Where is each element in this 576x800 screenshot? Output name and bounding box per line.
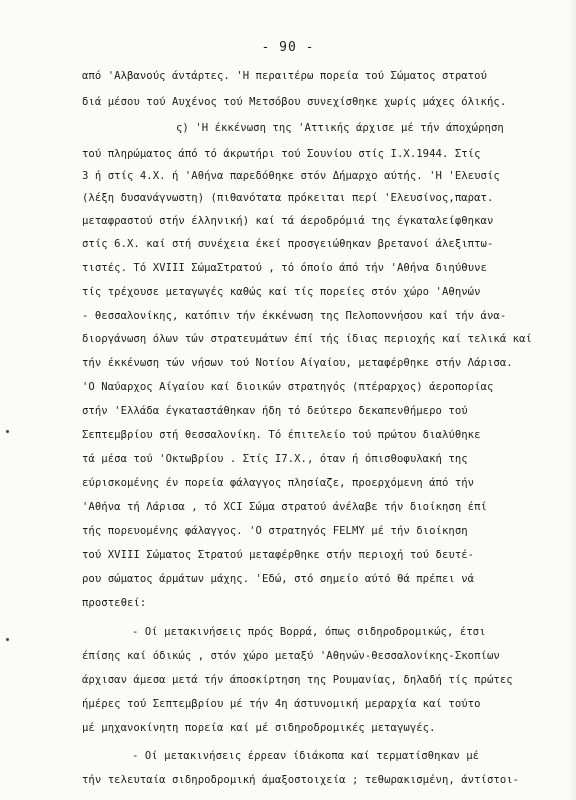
- text-line: τήν έκκένωση τών νήσων τού Νοτίου Αίγαίου, μεταφέρθηκε στήν Λάρισα.: [82, 357, 513, 369]
- text-line: διοργάνωση όλων τών στρατευμάτων έπί τής ίδιας περιοχής καί τελικά καί: [82, 333, 532, 345]
- text-line: διά μέσου τού Αυχένος τού Μετσόβου συνεχίσθηκε χωρίς μάχες όλικής.: [82, 96, 507, 108]
- text-line: μέ μηχανοκίνητη πορεία καί μέ σιδηροδρομικές μεταγωγές.: [82, 722, 436, 734]
- text-line: - θεσσαλονίκης, κατόπιν τήν έκκένωση της Πελοποννήσου καί τήν άνα-: [82, 310, 507, 322]
- text-line: 3 ή στίς 4.Χ. ή 'Αθήνα παρεδόθηκε στόν Δήμαρχο αύτής. 'Η 'Ελευσίς: [82, 170, 500, 182]
- text-line: άρχισαν άμεσα μετά τήν άποσκίρτηση της Ρουμανίας, δηλαδή τίς πρώτες: [82, 674, 513, 686]
- text-line: ήμέρες τού Σεπτεμβρίου μέ τήν 4η άστυνομική μεραρχία καί τούτο: [82, 698, 481, 710]
- text-line: τού XVIII Σώματος Στρατού μεταφέρθηκε στήν περιοχή τού δευτέ-: [82, 549, 475, 561]
- text-line: προστεθεί:: [82, 597, 147, 609]
- scan-edge-shadow: [568, 0, 576, 800]
- text-line: - Οί μετακινήσεις έρρεαν ίδιάκοπα καί τερματίσθηκαν μέ: [132, 750, 480, 762]
- text-line: τού πληρώματος άπό τό άκρωτήρι τού Σουνίου στίς Ι.Χ.1944. Στίς: [82, 148, 481, 160]
- text-line: - Οί μετακινήσεις πρός Βορρά, όπως σιδηροδρομικώς, έτσι: [132, 626, 486, 638]
- text-line: στίς 6.Χ. καί στή συνέχεια έκεί προσγειώθηκαν βρετανοί άλεξιπτω-: [82, 238, 494, 250]
- text-line: τιστές. Τό XVIII ΣώμαΣτρατού , τό όποίο άπό τήν 'Αθήνα διηύθυνε: [82, 262, 487, 274]
- text-line: Σεπτεμβρίου στή θεσσαλονίκη. Τό έπιτελείο τού πρώτου διαλύθηκε: [82, 429, 481, 441]
- text-line: έπίσης καί όδικώς , στόν χώρο μεταξύ 'Αθηνών-θεσσαλονίκης-Σκοπίων: [82, 650, 500, 662]
- page-number: - 90 -: [261, 40, 315, 55]
- text-line: 'Αθήνα τή Λάρισα , τό XCI Σώμα στρατού άνέλαβε τήν διοίκηση έπί: [82, 501, 487, 513]
- text-line: μεταφραστού στήν έλληνική) καί τά άεροδρόμιά της έγκαταλείφθηκαν: [82, 215, 494, 227]
- text-line: τίς τρέχουσε μεταγωγές καθώς καί τίς πορείες στόν χώρο 'Αθηνών: [82, 286, 481, 298]
- text-line: από 'Αλβανούς άντάρτες. 'Η περαιτέρω πορεία τού Σώματος στρατού: [82, 70, 487, 82]
- text-line: εύρισκομένης έν πορεία φάλαγγος πλησίαζε, προερχόμενη άπό τήν: [82, 477, 475, 489]
- text-line: ς) 'Η έκκένωση της 'Αττικής άρχισε μέ τήν άποχώρηση: [176, 122, 504, 134]
- text-line: τήν τελευταία σιδηροδρομική άμαξοστοιχεία ; τεθωρακισμένη, άντίστοι-: [82, 774, 520, 786]
- text-line: στήν 'Ελλάδα έγκαταστάθηκαν ήδη τό δεύτερο δεκαπενθήμερο τού: [82, 405, 468, 417]
- text-line: (λέξη δυσανάγνωστη) (πιθανότατα πρόκειται περί 'Ελευσίνος,παρατ.: [82, 192, 494, 204]
- scan-speck: [6, 430, 9, 433]
- scan-speck: [6, 638, 9, 641]
- text-line: τά μέσα τού 'Οκτωβρίου . Στίς Ι7.Χ., όταν ή όπισθοφυλακή της: [82, 453, 468, 465]
- text-line: ρου σώματος άρμάτων μάχης. 'Εδώ, στό σημείο αύτό θά πρέπει νά: [82, 573, 475, 585]
- text-line: τής πορευομένης φάλαγγος. 'Ο στρατηγός FELMY μέ τήν διοίκηση: [82, 525, 468, 537]
- text-line: 'Ο Ναύαρχος Αίγαίου καί διοικών στρατηγός (πτέραρχος) άεροπορίας: [82, 381, 494, 393]
